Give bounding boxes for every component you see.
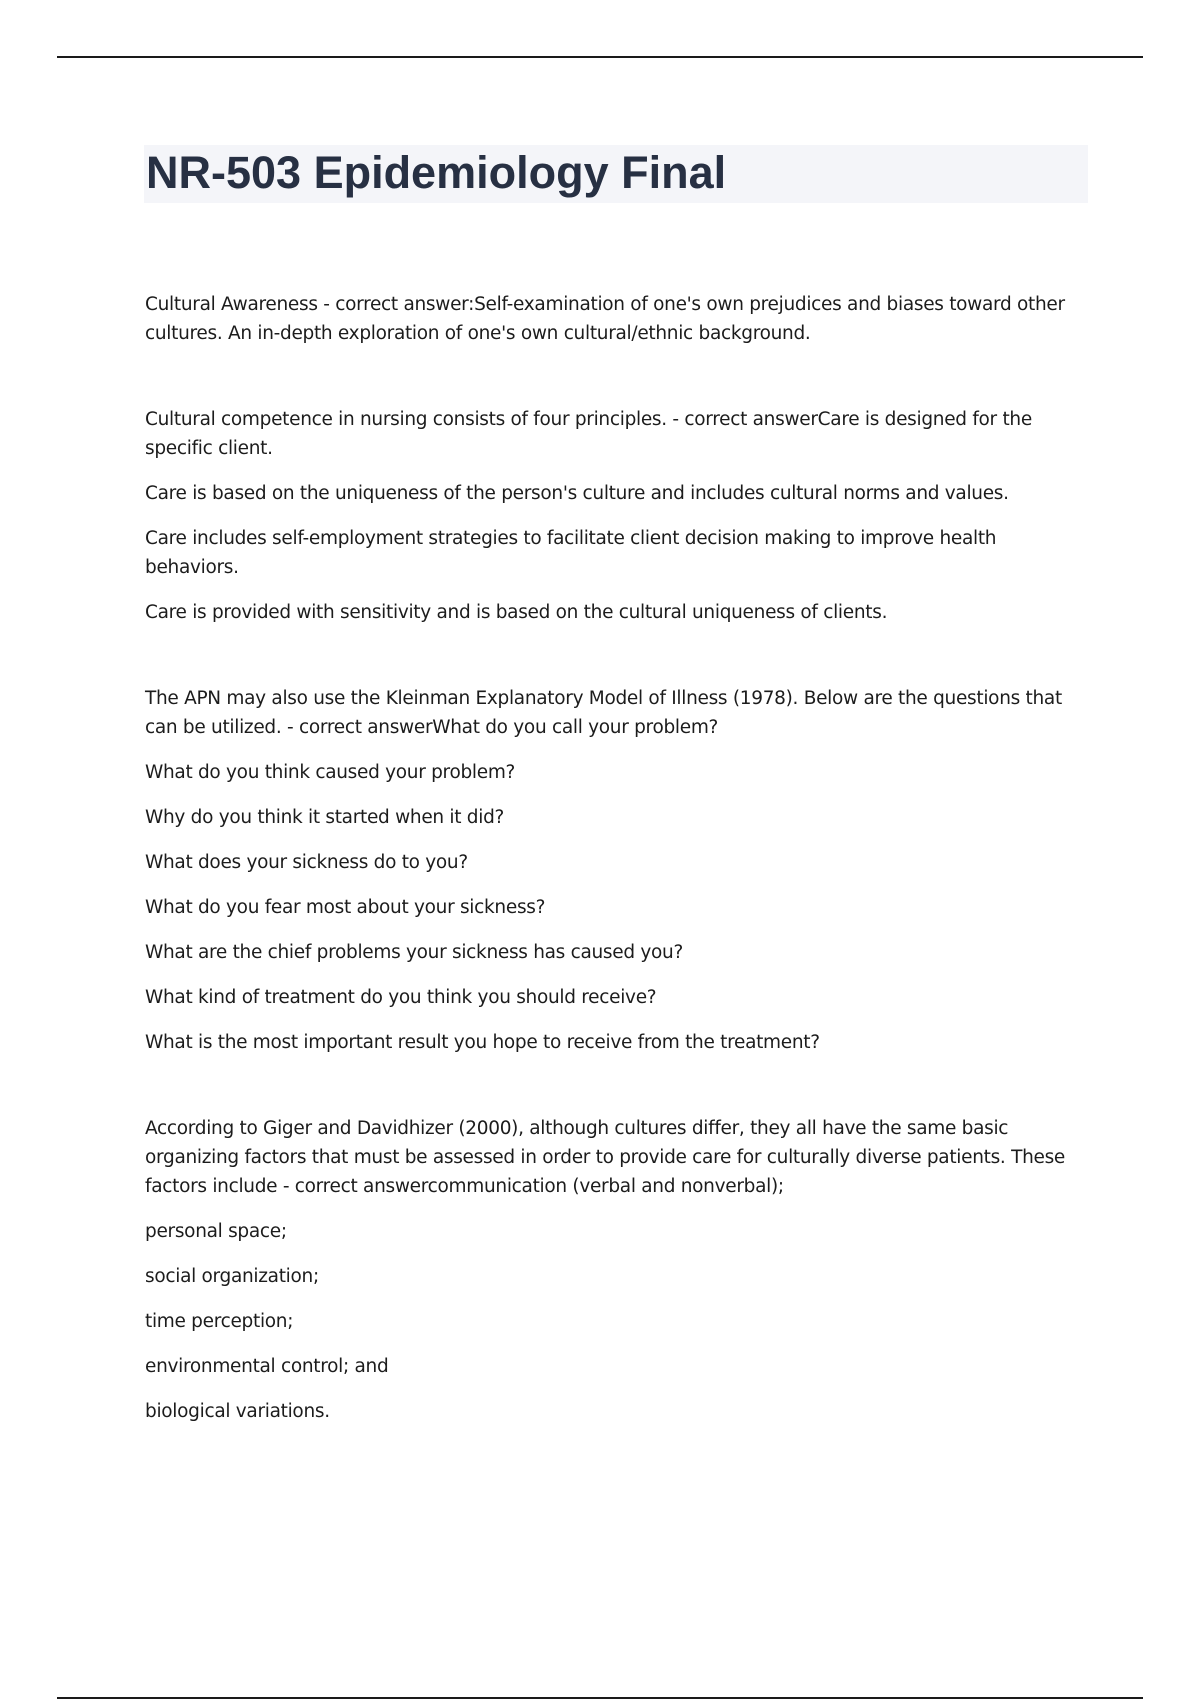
entry-text: What does your sickness do to you? (145, 852, 468, 873)
entry-text: What kind of treatment do you think you should receive? (145, 987, 657, 1008)
entry-text: According to Giger and Davidhizer (2000), although cultures differ, they all have the same basic organizing factors that must be assessed in order to provide care for culturally diverse patients. These factors include - correct answercommunication (verbal and nonverbal); (145, 1118, 1066, 1197)
entry-text: Care is based on the uniqueness of the person's culture and includes cultural norms and values. (145, 483, 1009, 504)
entry-text: Why do you think it started when it did? (145, 807, 505, 828)
qa-entry-kleinman-model (145, 684, 1085, 1057)
entry-text: Cultural Awareness - correct answer:Self-examination of one's own prejudices and biases toward other cultures. An in-depth exploration of one's own cultural/ethnic background. (145, 294, 1065, 344)
entry-text: The APN may also use the Kleinman Explanatory Model of Illness (1978). Below are the questions that can be utilized. - correct answerWhat do you call your problem? (145, 688, 1062, 738)
entry-text: time perception; (145, 1311, 294, 1332)
qa-entry-cultural-awareness (145, 290, 1085, 348)
entry-text: What are the chief problems your sickness has caused you? (145, 942, 683, 963)
entry-text: What do you think caused your problem? (145, 762, 516, 783)
qa-entry-giger-davidhizer (145, 1114, 1085, 1426)
entry-text: Cultural competence in nursing consists of four principles. - correct answerCare is designed for the specific client. (145, 409, 1032, 459)
top-rule (57, 56, 1143, 58)
bottom-rule (57, 1697, 1143, 1699)
entry-text: What is the most important result you hope to receive from the treatment? (145, 1032, 820, 1053)
entry-text: What do you fear most about your sickness? (145, 897, 546, 918)
entry-text: Care includes self-employment strategies to facilitate client decision making to improve health behaviors. (145, 528, 997, 578)
page-title: NR-503 Epidemiology Final (146, 147, 727, 198)
entry-text: biological variations. (145, 1401, 330, 1422)
entry-text: environmental control; and (145, 1356, 389, 1377)
document-body (145, 290, 1085, 1483)
qa-entry-cultural-competence (145, 405, 1085, 627)
entry-text: personal space; (145, 1221, 287, 1242)
entry-text: Care is provided with sensitivity and is based on the cultural uniqueness of clients. (145, 602, 888, 623)
entry-text: social organization; (145, 1266, 319, 1287)
